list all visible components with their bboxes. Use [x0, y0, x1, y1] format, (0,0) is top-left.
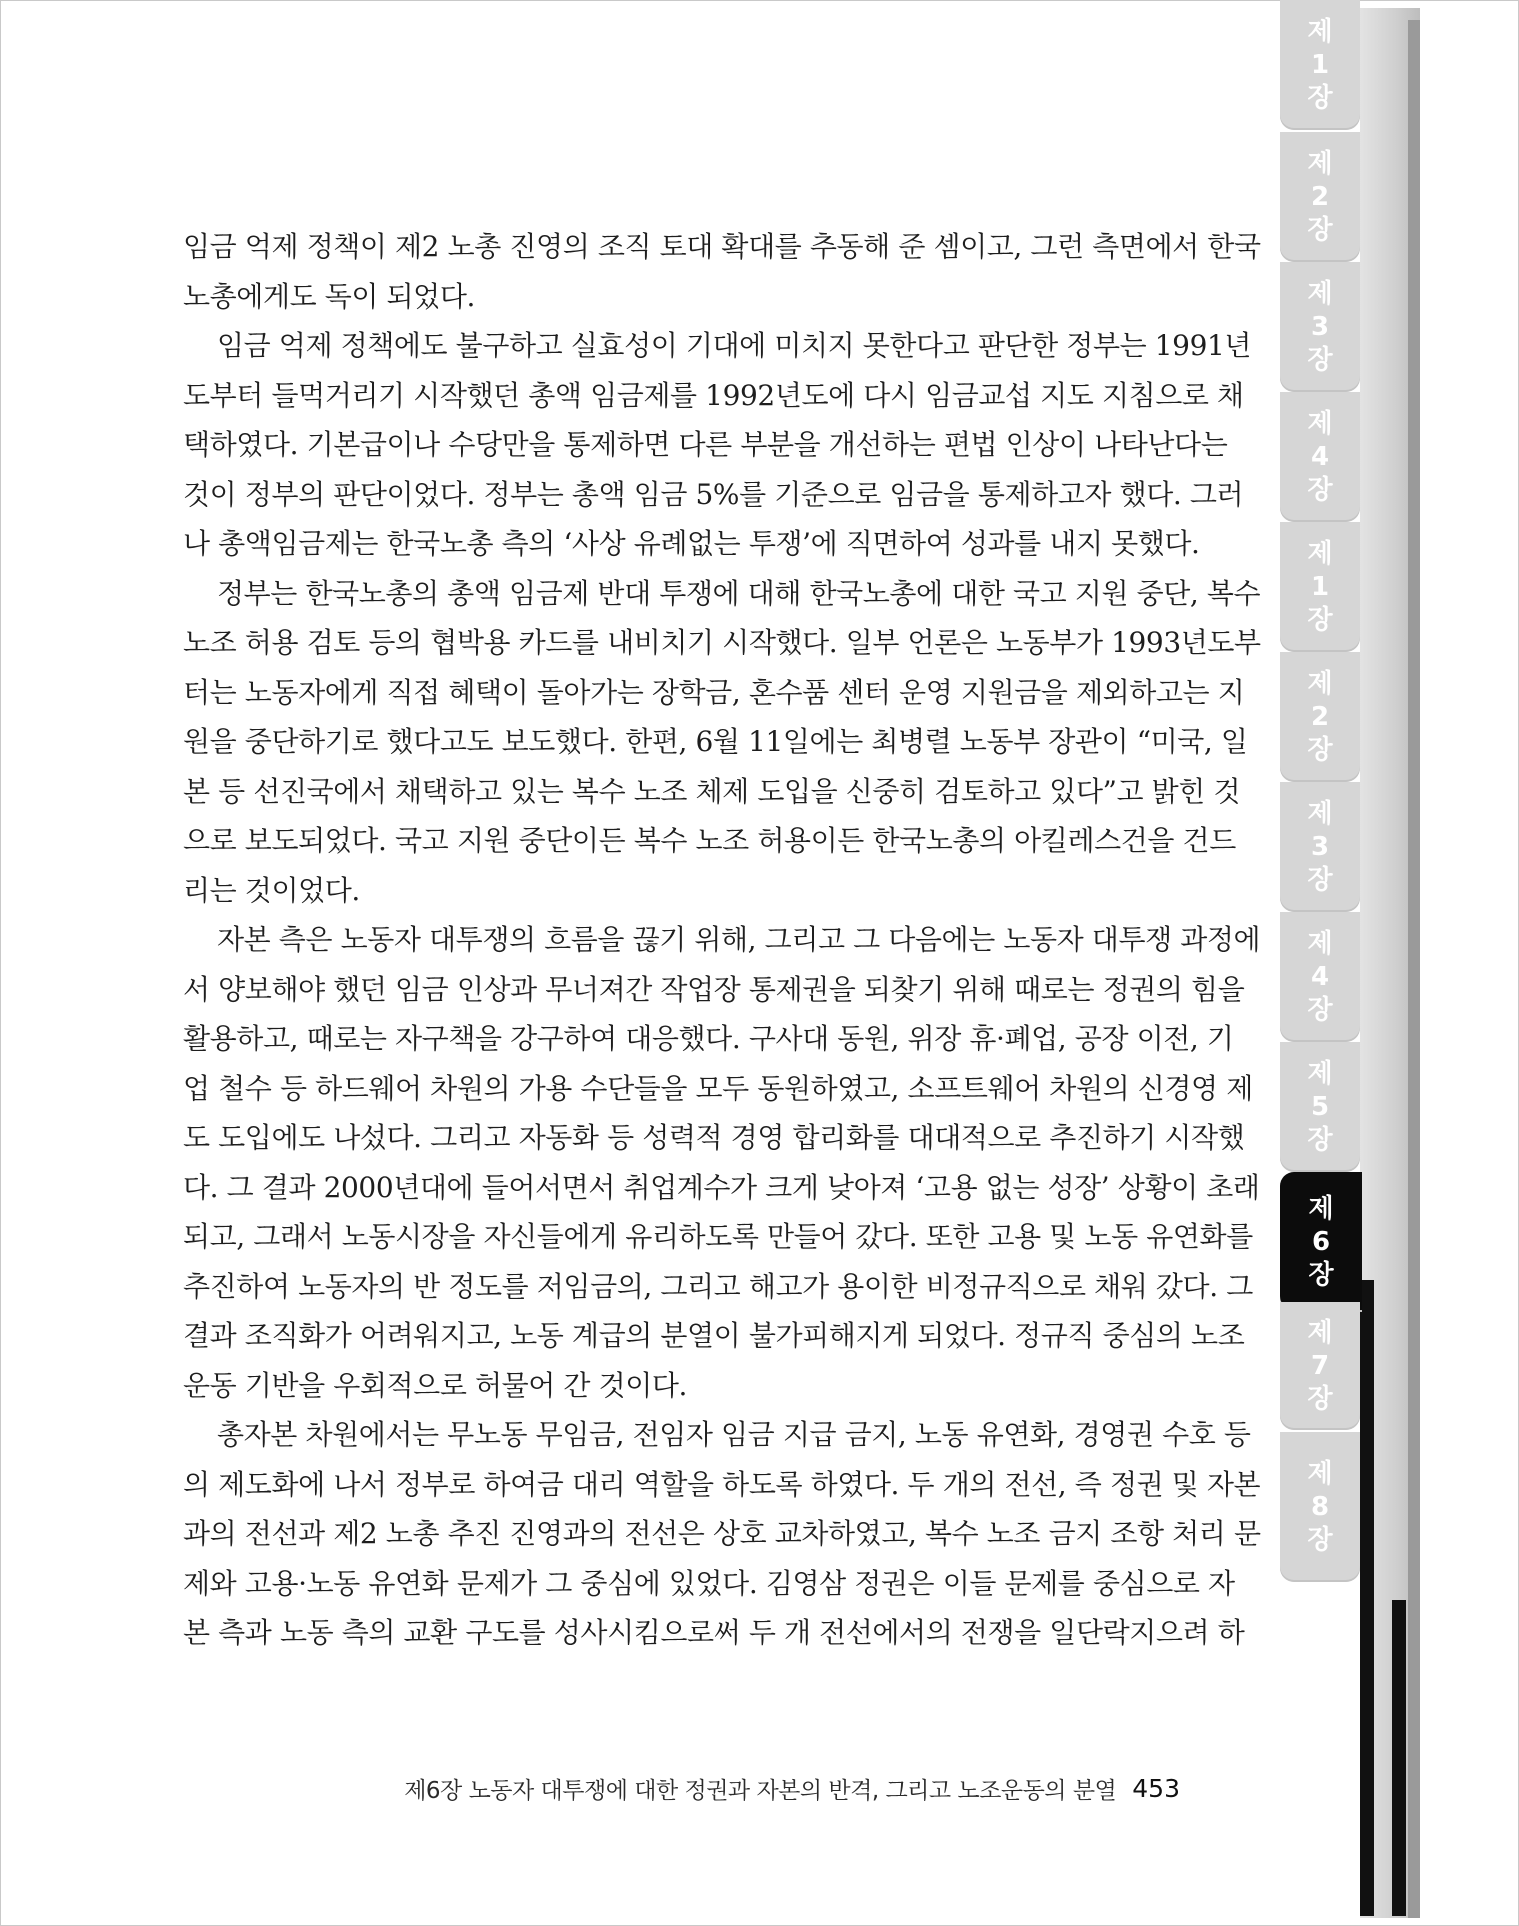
text-line: 과의 전선과 제2 노총 추진 진영과의 전선은 상호 교차하였고, 복수 노조 금지 조항 처리 문 — [183, 1517, 1261, 1550]
chapter-tab-suffix: 장 — [1307, 1383, 1333, 1414]
book-edge-shadow — [1408, 20, 1420, 1918]
book-edge-marker — [1360, 1280, 1374, 1916]
chapter-tab-suffix: 장 — [1308, 1259, 1334, 1290]
chapter-tab-7[interactable] — [1280, 782, 1360, 912]
chapter-tab-11[interactable] — [1280, 1302, 1360, 1430]
chapter-tab-label: 제 — [1307, 538, 1333, 569]
chapter-tab-num: 5 — [1310, 1091, 1330, 1122]
chapter-tab-num: 7 — [1310, 1350, 1330, 1381]
chapter-tab-5[interactable] — [1280, 522, 1360, 652]
text-line: 의 제도화에 나서 정부로 하여금 대리 역할을 하도록 하였다. 두 개의 전선, 즉 정권 및 자본 — [183, 1467, 1261, 1501]
chapter-tab-label: 제 — [1307, 1058, 1333, 1089]
chapter-tab-suffix: 장 — [1307, 604, 1333, 635]
chapter-tab-suffix: 장 — [1307, 474, 1333, 505]
text-line: 다. 그 결과 2000년대에 들어서면서 취업계수가 크게 낮아져 ‘고용 없는 성장’ 상황이 초래 — [183, 1170, 1260, 1204]
body-text — [183, 222, 1261, 1658]
chapter-tab-9[interactable] — [1280, 1042, 1360, 1172]
chapter-tab-12[interactable] — [1280, 1432, 1360, 1582]
chapter-tab-6[interactable] — [1280, 652, 1360, 782]
chapter-tab-suffix: 장 — [1307, 994, 1333, 1025]
chapter-tab-label: 제 — [1307, 16, 1333, 47]
text-line: 으로 보도되었다. 국고 지원 중단이든 복수 노조 허용이든 한국노총의 아킬레스건을 건드 — [183, 824, 1236, 857]
chapter-tab-label: 제 — [1307, 928, 1333, 959]
chapter-tab-label: 제 — [1307, 668, 1333, 699]
page-number: 453 — [1132, 1773, 1180, 1803]
text-line: 제와 고용·노동 유연화 문제가 그 중심에 있었다. 김영삼 정권은 이들 문제를 중심으로 자 — [183, 1566, 1235, 1600]
chapter-tab-num: 3 — [1310, 311, 1330, 342]
chapter-tab-2[interactable] — [1280, 132, 1360, 262]
chapter-tab-num: 6 — [1311, 1226, 1331, 1257]
chapter-tab-num: 4 — [1310, 441, 1330, 472]
text-line: 업 철수 등 하드웨어 차원의 가용 수단들을 모두 동원하였고, 소프트웨어 차원의 신경영 제 — [183, 1071, 1253, 1105]
text-line: 운동 기반을 우회적으로 허물어 간 것이다. — [183, 1368, 688, 1402]
text-line: 노조 허용 검토 등의 협박용 카드를 내비치기 시작했다. 일부 언론은 노동부가 1993년도부 — [183, 626, 1261, 659]
chapter-tab-num: 4 — [1310, 961, 1330, 992]
text-line: 나 총액임금제는 한국노총 측의 ‘사상 유례없는 투쟁’에 직면하여 성과를 내지 못했다. — [183, 527, 1200, 560]
text-line: 활용하고, 때로는 자구책을 강구하여 대응했다. 구사대 동원, 위장 휴·폐업, 공장 이전, 기 — [183, 1022, 1234, 1055]
text-line: 택하였다. 기본급이나 수당만을 통제하면 다른 부분을 개선하는 편법 인상이 나타난다는 — [183, 428, 1228, 461]
chapter-tab-suffix: 장 — [1307, 214, 1333, 245]
chapter-tab-num: 2 — [1310, 181, 1330, 212]
chapter-tab-4[interactable] — [1280, 392, 1360, 522]
chapter-tab-10[interactable] — [1280, 1172, 1362, 1312]
chapter-tab-label: 제 — [1307, 408, 1333, 439]
text-line: 자본 측은 노동자 대투쟁의 흐름을 끊기 위해, 그리고 그 다음에는 노동자 대투쟁 과정에 — [217, 923, 1261, 956]
chapter-tab-suffix: 장 — [1307, 864, 1333, 895]
chapter-tab-8[interactable] — [1280, 912, 1360, 1042]
text-line: 도부터 들먹거리기 시작했던 총액 임금제를 1992년도에 다시 임금교섭 지도 지침으로 채 — [183, 378, 1244, 412]
text-line: 임금 억제 정책이 제2 노총 진영의 조직 토대 확대를 추동해 준 셈이고, 그런 측면에서 한국 — [183, 230, 1261, 263]
text-line: 되고, 그래서 노동시장을 자신들에게 유리하도록 만들어 갔다. 또한 고용 및 노동 유연화를 — [183, 1220, 1253, 1253]
chapter-tab-label: 제 — [1307, 148, 1333, 179]
text-line: 리는 것이었다. — [183, 873, 360, 907]
text-line: 본 측과 노동 측의 교환 구도를 성사시킴으로써 두 개 전선에서의 전쟁을 일단락지으려 하 — [183, 1616, 1245, 1649]
book-edge-marker — [1392, 1600, 1406, 1916]
text-line: 노총에게도 독이 되었다. — [183, 279, 475, 313]
chapter-tabs — [1280, 0, 1360, 1926]
chapter-tab-label: 제 — [1307, 798, 1333, 829]
chapter-tab-label: 제 — [1307, 278, 1333, 309]
text-line: 추진하여 노동자의 반 정도를 저임금의, 그리고 해고가 용이한 비정규직으로 채워 갔다. 그 — [183, 1269, 1253, 1303]
chapter-tab-num: 3 — [1310, 831, 1330, 862]
chapter-tab-1[interactable] — [1280, 0, 1360, 130]
chapter-tab-suffix: 장 — [1307, 734, 1333, 765]
running-title: 제6장 노동자 대투쟁에 대한 정권과 자본의 반격, 그리고 노조운동의 분열 — [404, 1777, 1117, 1804]
text-line: 결과 조직화가 어려워지고, 노동 계급의 분열이 불가피해지게 되었다. 정규직 중심의 노조 — [183, 1319, 1245, 1352]
chapter-tab-num: 2 — [1310, 701, 1330, 732]
chapter-tab-label: 제 — [1308, 1193, 1334, 1224]
chapter-tab-suffix: 장 — [1307, 344, 1333, 375]
chapter-tab-3[interactable] — [1280, 262, 1360, 392]
chapter-tab-num: 1 — [1310, 49, 1330, 80]
text-line: 도 도입에도 나섰다. 그리고 자동화 등 성력적 경영 합리화를 대대적으로 추진하기 시작했 — [183, 1121, 1245, 1154]
text-line: 터는 노동자에게 직접 혜택이 돌아가는 장학금, 혼수품 센터 운영 지원금을 제외하고는 지 — [183, 675, 1245, 709]
text-line: 것이 정부의 판단이었다. 정부는 총액 임금 5%를 기준으로 임금을 통제하고자 했다. 그러 — [183, 477, 1244, 511]
chapter-tab-suffix: 장 — [1307, 1524, 1333, 1555]
chapter-tab-suffix: 장 — [1307, 82, 1333, 113]
page-footer — [404, 1768, 1180, 1808]
chapter-tab-label: 제 — [1307, 1458, 1333, 1489]
chapter-tab-num: 8 — [1310, 1491, 1330, 1522]
text-line: 서 양보해야 했던 임금 인상과 무너져간 작업장 통제권을 되찾기 위해 때로는 정권의 힘을 — [183, 972, 1245, 1006]
text-line: 원을 중단하기로 했다고도 보도했다. 한편, 6월 11일에는 최병렬 노동부 장관이 “미국, 일 — [183, 725, 1248, 758]
text-line: 본 등 선진국에서 채택하고 있는 복수 노조 체제 도입을 신중히 검토하고 있다”고 밝힌 것 — [183, 774, 1241, 808]
text-line: 총자본 차원에서는 무노동 무임금, 전임자 임금 지급 금지, 노동 유연화, 경영권 수호 등 — [217, 1418, 1251, 1451]
chapter-tab-num: 1 — [1310, 571, 1330, 602]
chapter-tab-label: 제 — [1307, 1317, 1333, 1348]
chapter-tab-suffix: 장 — [1307, 1124, 1333, 1155]
text-line: 정부는 한국노총의 총액 임금제 반대 투쟁에 대해 한국노총에 대한 국고 지원 중단, 복수 — [217, 576, 1261, 610]
text-line: 임금 억제 정책에도 불구하고 실효성이 기대에 미치지 못한다고 판단한 정부는 1991년 — [217, 329, 1252, 362]
